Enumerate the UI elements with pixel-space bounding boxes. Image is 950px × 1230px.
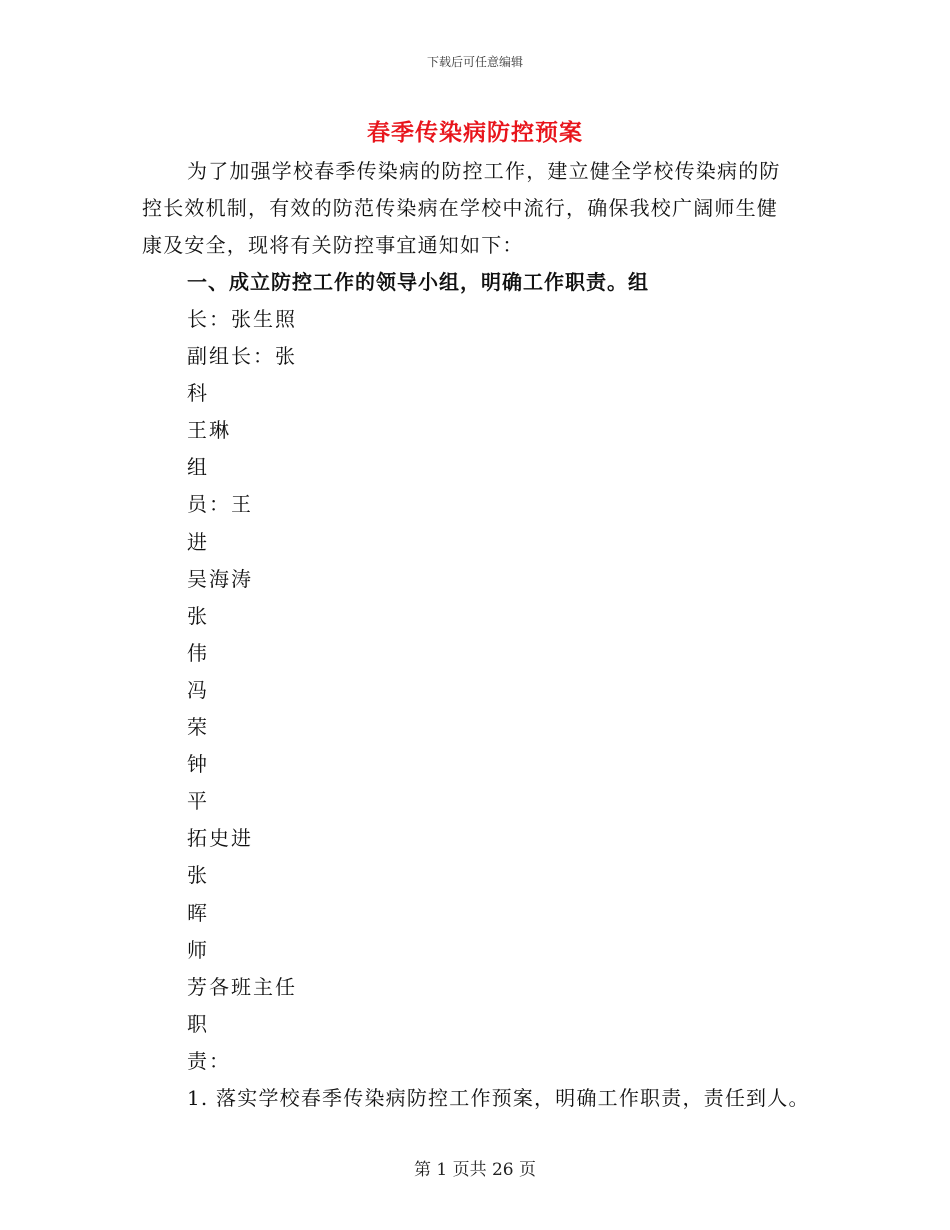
roster-line: 组 — [187, 455, 209, 480]
roster-line: 张 — [187, 603, 209, 628]
roster-line: 张 — [187, 863, 209, 888]
intro-line-1: 为了加强学校春季传染病的防控工作，建立健全学校传染病的防 — [187, 159, 781, 183]
roster-line: 职 — [187, 1011, 209, 1036]
roster-line: 晖 — [187, 900, 209, 925]
roster-line: 副组长：张 — [187, 344, 297, 369]
section-heading: 一、成立防控工作的领导小组，明确工作职责。组 — [187, 270, 649, 294]
page-header-note: 下载后可任意编辑 — [426, 55, 523, 69]
roster-line: 科 — [187, 381, 209, 406]
intro-line-3: 康及安全，现将有关防控事宜通知如下： — [142, 233, 524, 257]
roster-list — [187, 303, 297, 1082]
roster-line: 荣 — [187, 715, 209, 740]
page-footer: 第 1 页共 26 页 — [413, 1160, 537, 1180]
roster-line: 师 — [187, 937, 209, 962]
roster-line: 钟 — [187, 752, 209, 777]
duty-item-1: 1. 落实学校春季传染病防控工作预案，明确工作职责，责任到人。 — [187, 1086, 810, 1110]
roster-line: 平 — [187, 789, 209, 814]
roster-line: 王琳 — [187, 418, 231, 443]
roster-line: 拓史进 — [187, 826, 253, 851]
roster-line: 伟 — [187, 640, 209, 665]
roster-line: 进 — [187, 529, 209, 554]
roster-line: 吴海涛 — [187, 566, 253, 591]
roster-line: 长：张生照 — [187, 307, 297, 331]
intro-line-2: 控长效机制，有效的防范传染病在学校中流行，确保我校广阔师生健 — [142, 196, 778, 220]
roster-line: 冯 — [187, 677, 209, 702]
roster-line: 员：王 — [187, 492, 253, 517]
document-title: 春季传染病防控预案 — [367, 119, 583, 146]
roster-line: 责： — [187, 1048, 231, 1073]
roster-line: 芳各班主任 — [187, 974, 297, 999]
